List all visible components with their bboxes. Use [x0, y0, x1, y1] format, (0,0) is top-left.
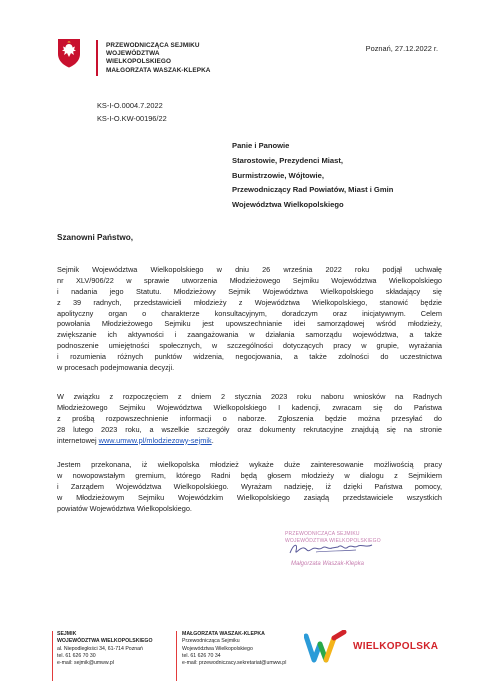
footer-phone: tel. 61 626 70 34 [182, 652, 221, 659]
text-line [57, 436, 442, 447]
reference-numbers [97, 99, 167, 125]
footer-title: SEJMIK [57, 631, 77, 637]
letterhead-line: PRZEWODNICZĄCA SEJMIKU [106, 42, 200, 49]
footer-email: e-mail: sejmik@umww.pl [57, 660, 114, 667]
text-line: w Młodzieżowym Sejmiku Wojewódzkim Wielkopolskiego zasiądą przedstawiciele wszystkich [57, 492, 442, 502]
footer-role: Przewodnicząca Sejmiku [182, 638, 240, 645]
text-line: Sejmik Województwa Wielkopolskiego w dniu 26 września 2022 roku podjął uchwałę [57, 265, 442, 274]
footer-sejmik [57, 631, 152, 667]
addressee-line: Burmistrzowie, Wójtowie, [232, 170, 324, 180]
text-line: zwiększanie ich aktywności i zaangażowania w działania samorządu województwa, a także [57, 330, 442, 340]
addressee-line: Przewodniczący Rad Powiatów, Miast i Gmin [232, 185, 394, 195]
footer-phone: tel. 61 626 70 30 [57, 652, 96, 659]
footer-role: Województwa Wielkopolskiego [182, 645, 253, 652]
footer-address: al. Niepodległości 34, 61-714 Poznań [57, 645, 143, 652]
text-line: 28 lutego 2023 roku, a wszelkie szczegóły oraz dokumenty rekrutacyjne znajdują się na stronie [57, 424, 442, 434]
text-line: i Zarządem Województwa Wielkopolskiego. Wyrażam nadzieję, iż dzięki Państwa pomocy, [57, 481, 442, 491]
wielkopolska-logo-icon [304, 630, 348, 664]
text-line: Młodzieżowego Sejmiku Województwa Wielkopolskiego I kadencji, zwracam się do Państwa [57, 402, 442, 412]
text-line: apolityczny organ o charakterze konsultacyjnym, doradczym oraz inicjatywnym. Celem [57, 308, 442, 318]
website-link[interactable]: www.umww.pl/mlodziezowy-sejmik [98, 435, 212, 445]
text-line: powiatów Województwa Wielkopolskiego. [57, 503, 192, 513]
text-line: z 39 radnych, przedstawicieli młodzieży z Województwa Wielkopolskiego, stanowić będzie [57, 297, 442, 307]
footer-email: e-mail: przewodniczacy.sekretariat@umww.pl [182, 660, 287, 667]
stamp-line: PRZEWODNICZĄCA SEJMIKU [285, 531, 360, 537]
text-fragment: internetowej [57, 435, 99, 445]
stamp-line: WOJEWÓDZTWA WIELKOPOLSKIEGO [285, 538, 381, 544]
text-line: w procesach podejmowania decyzji. [57, 363, 175, 373]
letterhead-line: WOJEWÓDZTWA [106, 50, 160, 58]
letterhead-line: MAŁGORZATA WASZAK-KLEPKA [106, 66, 211, 74]
addressee-line: Starostowie, Prezydenci Miast, [232, 155, 343, 165]
footer-divider [176, 631, 177, 681]
footer-chair [182, 631, 286, 667]
stamp-name: Małgorzata Waszak-Klepka [291, 561, 364, 567]
text-line: nr XLV/906/22 w sprawie utworzenia Młodzieżowego Sejmiku Województwa Wielkopolskiego [57, 275, 442, 285]
paragraph-3 [57, 460, 442, 514]
coat-of-arms-icon [57, 38, 81, 68]
text-line: W związku z rozpoczęciem z dniem 2 stycznia 2023 roku naboru wniosków na Radnych [57, 392, 442, 401]
addressee-block [232, 139, 393, 213]
reference-number: KS-I-O.0004.7.2022 [97, 101, 163, 110]
paragraph-1 [57, 265, 442, 374]
text-fragment: . [211, 435, 214, 445]
text-line: Jestem przekonana, iż wielkopolska młodzież wykaże duże zainteresowanie możliwością pracy [57, 460, 442, 469]
footer-title: MAŁGORZATA WASZAK-KLEPKA [182, 631, 265, 637]
text-line: powołania Młodzieżowego Sejmiku jest upowszechnianie idei samorządowej wśród młodzieży, [57, 319, 442, 329]
letter-date: Poznań, 27.12.2022 r. [365, 44, 438, 53]
paragraph-2 [57, 392, 442, 446]
letterhead-line: WIELKOPOLSKIEGO [106, 58, 172, 66]
header-divider [96, 40, 98, 76]
reference-number: KS-I-O.KW-00196/22 [97, 114, 167, 123]
text-line: i rozumienia różnych punktów widzenia, negocjowania, a także zdolności do uczestnictwa [57, 352, 442, 362]
letterhead [106, 42, 211, 75]
addressee-line: Panie i Panowie [232, 141, 290, 150]
footer-divider [52, 631, 53, 681]
greeting: Szanowni Państwo, [57, 233, 133, 242]
text-line: podnoszenie umiejętności społecznych, w szczególności dotyczących pracy w grupie, wyrażania [57, 341, 442, 351]
handwritten-signature-icon [286, 539, 376, 559]
text-line: i nadania jego Statutu. Młodzieżowy Sejmik Województwa Wielkopolskiego składający się [57, 286, 442, 296]
footer-title: WOJEWÓDZTWA WIELKOPOLSKIEGO [57, 638, 153, 645]
logo-text: WIELKOPOLSKA [353, 641, 439, 652]
addressee-line: Województwa Wielkopolskiego [232, 200, 344, 210]
text-line: w nowopowstałym gremium, którego Radni będą głosem młodzieży w dialogu z Sejmikiem [57, 470, 442, 480]
text-line: z prośbą rozpowszechnienie informacji o naborze. Zgłoszenia będzie można przesyłać do [57, 413, 442, 423]
